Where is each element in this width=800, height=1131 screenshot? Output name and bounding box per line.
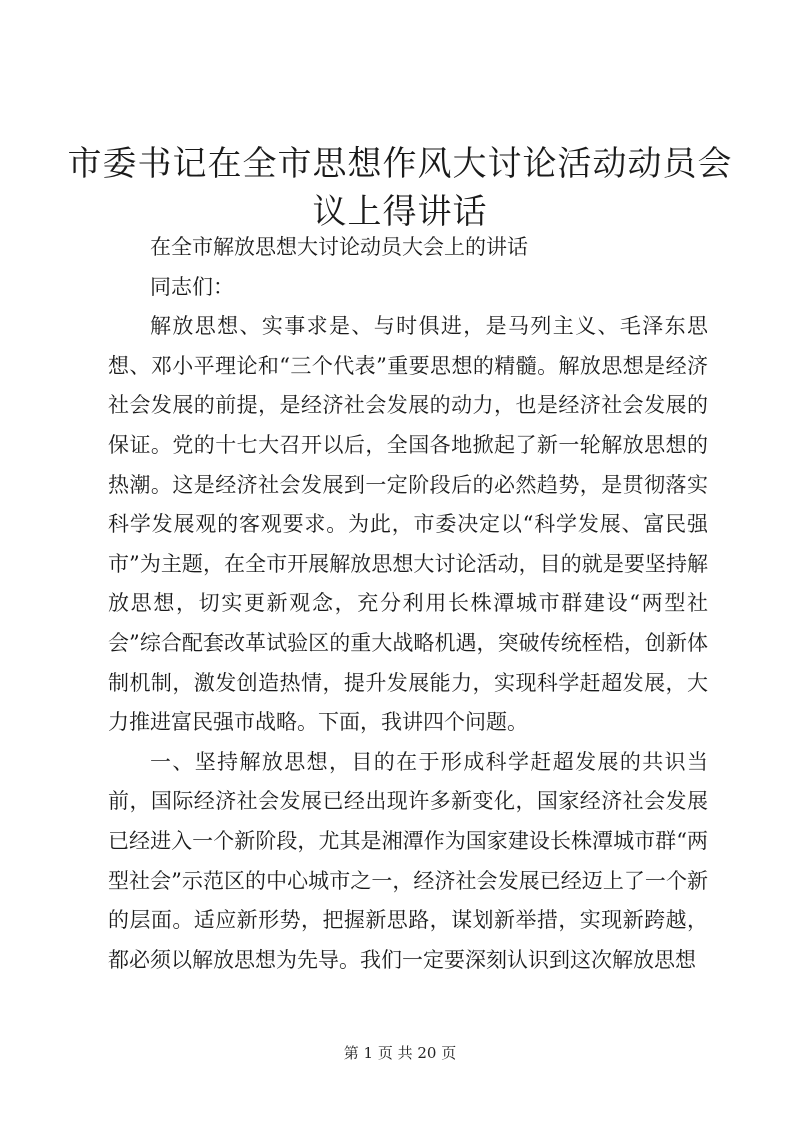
document-body xyxy=(108,228,708,980)
speech-subtitle: 在全市解放思想大讨论动员大会上的讲话 xyxy=(150,235,528,259)
page-number-footer: 第 1 页 共 20 页 xyxy=(343,1044,457,1062)
salutation: 同志们： xyxy=(150,274,234,299)
document-title: 市委书记在全市思想作风大讨论活动动员会议上得讲话 xyxy=(67,144,733,232)
body-paragraph: 解放思想、实事求是、与时俱进，是马列主义、毛泽东思想、邓小平理论和“三个代表”重要思想的精髓。解放思想是经济社会发展的前提，是经济社会发展的动力，也是经济社会发展的保证。党的十七大召开以后，全国各地掀起了新一轮解放思想的热潮。这是经济社会发展到一定阶段后的必然趋势，是贯彻落实科学发展观的客观要求。为此，市委决定以“科学发展、富民强市”为主题，在全市开展解放思想大讨论活动，目的就是要坚持解放思想，切实更新观念，充分利用长株潭城市群建设“两型社会”综合配套改革试验区的重大战略机遇，突破传统桎梏，创新体制机制，激发创造热情，提升发展能力，实现科学赶超发展，大力推进富民强市战略。下面，我讲四个问题。 xyxy=(108,314,708,735)
body-paragraph: 一、坚持解放思想，目的在于形成科学赶超发展的共识当前，国际经济社会发展已经出现许多新变化，国家经济社会发展已经进入一个新阶段，尤其是湘潭作为国家建设长株潭城市群“两型社会”示范区的中心城市之一，经济社会发展已经迈上了一个新的层面。适应新形势，把握新思路，谋划新举措，实现新跨越，都必须以解放思想为先导。我们一定要深刻认识到这次解放思想 xyxy=(108,749,708,972)
